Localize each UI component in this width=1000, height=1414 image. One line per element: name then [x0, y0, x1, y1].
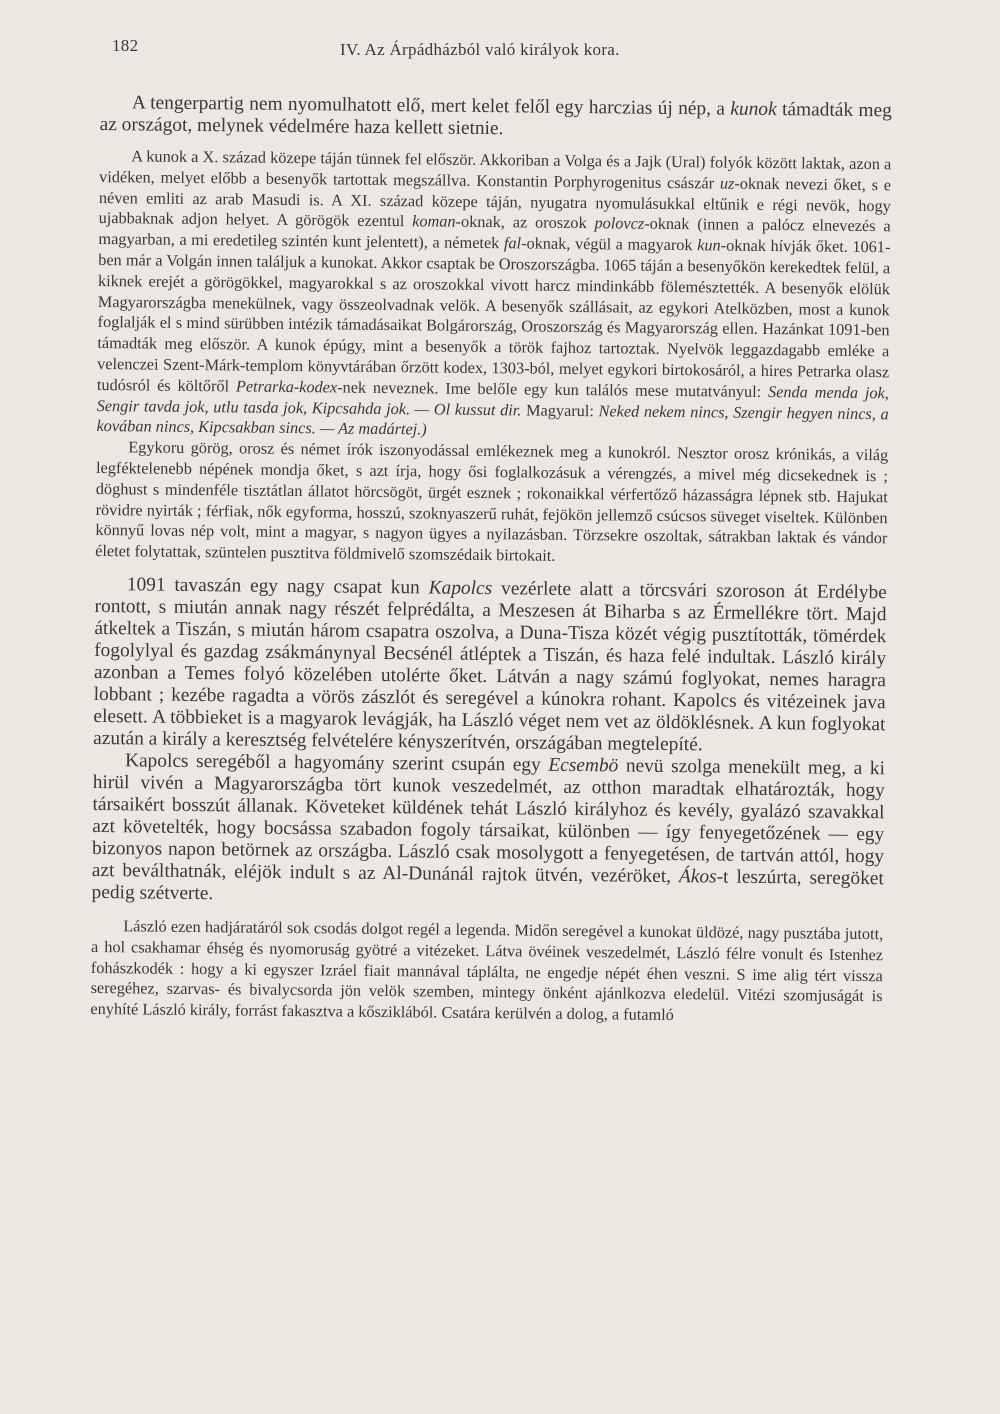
term-kunok: kunok	[730, 98, 777, 121]
paragraph-legend: László ezen hadjáratáról sok csodás dolgot regél a legenda. Midőn seregével a kunokat üldözé, nagy pusztába jutott, a hol csakhamar éhség és nyomoruság gyötré a vitézeket. Látva övéinek veszedelmét, László félre vonult és Istenhez fohászkodék : hogy a ki egyszer Izráel fiait mannával táplálta, ne engedje népét éhen veszni. S ime alig tért vissza seregéhez, szarvas- és bivalycsorda jön velök szemben, mintegy önként ajánlkozva eledelül. Vitézi szomjuságát is enyhíté László király, forrást fakasztva a kősziklából. Csatára kerülvén a dolog, a futamló	[90, 916, 884, 1025]
term-uz: uz	[719, 173, 735, 193]
paragraph-kun-customs: Egykoru görög, orosz és német írók iszonyodással emlékeznek meg a kunokról. Nesztor orosz krónikás, a világ legféktelenebb népének mondja őket, s azt írja, hogy ősi foglalkozásuk a vérengzés, a mivel még dicsekednek is ; döghust s mindenféle tisztátlan állatot hörcsögöt, ürgét esznek ; rokonaikkal vérfertőző házasságra lépnek stb. Hajukat rövidre nyirták ; férfiak, nők egyforma, hosszú, szoknyaszerű ruhát, fejökön jellemző csúcsos süveget viseltek. Különben könnyű lovas nép volt, mint a magyar, s nagyon ügyes a nyilazásban. Törzsekre oszoltak, sátrakban laktak és vándor életet folytattak, szüntelen pusztitva földmivelő szomszédaik birtokait.	[95, 437, 889, 565]
term-petrarka-kodex: Petrarka-kodex	[235, 376, 338, 397]
name-akos: Ákos	[678, 866, 717, 888]
hungarian-riddle: Neked nekem nincs, Szengir hegyen nincs, a kovában nincs, Kipcsakban sincs. — Az madártej.)	[96, 400, 889, 439]
running-title: IV. Az Árpádházból való királyok kora.	[340, 40, 620, 59]
term-fal: fal	[503, 233, 522, 253]
term-koman: koman	[412, 211, 456, 232]
paragraph-kun-attack: A tengerpartig nem nyomulhatott elő, mert kelet felől egy harczias új nép, a kunok támadták meg az országot, melynek védelmére haza kellett sietnie.	[99, 92, 892, 140]
term-kun: kun	[697, 235, 721, 255]
page-number: 182	[112, 36, 139, 55]
paragraph-1091-campaign: 1091 tavaszán egy nagy csapat kun Kapolcs vezérlete alatt a törcsvári szoroson át Erdélybe rontott, s miután annak nagy részét felprédálta, a Meszesen át Biharba s az Érmellékre tört. Majd átkeltek a Tiszán, s miután három csapatra oszolva, a Duna-Tisza közét végig pusztították, tömérdek fogolylyal és gazdag zsákmánynyal Becsénél átléptek a Tiszán, és haza felé indultak. László király azonban a Temes folyó közelében utolérte őket. Látván a nagy számú foglyokat, nemes haragra lobbant ; kezébe ragadta a vörös zászlót és seregével a kúnokra rohant. Kapolcs és vitézeinek java elesett. A többieket is a magyarok levágják, ha László véget nem vet az öldöklésnek. A kun foglyokat azután a király a keresztség felvételére kényszerítvén, országában megtelepíté.	[93, 574, 887, 756]
kun-riddle: Senda menda jok, Sengir tavda jok, utlu tasda jok, Kipcsahda jok. — Ol kussut dir.	[96, 381, 889, 419]
term-polovcz: polovcz	[594, 213, 645, 234]
paragraph-revenge: Kapolcs seregéből a hagyomány szerint csupán egy Ecsembö nevü szolga menekült meg, a ki hirül vivén a Magyarországba tört kunok veszedelmét, az otthon maradtak elhatározták, hogy társaikért bosszút állanak. Követeket küldének tehát László királyhoz és kevély, gyalázó szavakkal azt követelték, hogy bocsássa szabadon fogoly társaikat, különben — így fenyegetőzének — egy bizonyos napon betörnek az országba. László csak mosolygott a fenyegetésen, de tartván attól, hogy azt beválthatnák, eléjök indult s az Al-Dunánál rajtok ütvén, vezéröket, Ákos-t leszúrta, seregöket pedig szétverte.	[91, 750, 886, 905]
name-kapolcs: Kapolcs	[428, 577, 493, 600]
page-header	[112, 36, 712, 66]
page-body	[90, 92, 892, 1028]
paragraph-kun-origins: A kunok a X. század közepe táján tünnek fel először. Akkoriban a Volga és a Jajk (Ural) folyók között laktak, azon a vidéken, melyet előbb a besenyők tartottak megszállva. Konstantin Porphyrogenitus császár uz-oknak nevezi őket, s e néven emliti az arab Masudi is. A XI. század közepe táján, nyugatra nyomulásukkal eltűnik e régi nevök, hogy ujabbaknak adjon helyet. A görögök ezentul koman-oknak, az oroszok polovcz-oknak (innen a palócz elnevezés a magyarban, a mi eredetileg szintén kunt jelentett), a németek fal-oknak, végül a magyarok kun-oknak hívják őket. 1061-ben már a Volgán innen találjuk a kunokat. Akkor csaptak be Oroszországba. 1065 táján a besenyőkön kerekedtek felül, a kiknek erejét a görögökkel, magyarokkal s az oroszokkal vivott harcz mindinkább fölemésztették. A besenyők elölük Magyarországba menekülnek, vagy összeolvadnak velök. A besenyők szállásait, az egykori Atelközben, most a kunok foglalják el s mind sürübben intézik támadásaikat Bolgárország, Oroszország és Magyarország ellen. Hazánkat 1091-ben támadták meg először. A kunok épúgy, mint a besenyők a török fajhoz tartoztak. Nyelvök leggazdagabb emléke a velenczei Szent-Márk-templom könyvtárában őrzött kodex, 1303-ból, melyet egykori birtokosáról, a hires Petrarka olasz tudósról és költőről Petrarka-kodex-nek neveznek. Ime belőle egy kun találós mese mutatványul: Senda menda jok, Sengir tavda jok, utlu tasda jok, Kipcsahda jok. — Ol kussut dir. Magyarul: Neked nekem nincs, Szengir hegyen nincs, a kovában nincs, Kipcsakban sincs. — Az madártej.)	[96, 146, 892, 439]
name-ecsembo: Ecsembö	[548, 754, 619, 777]
